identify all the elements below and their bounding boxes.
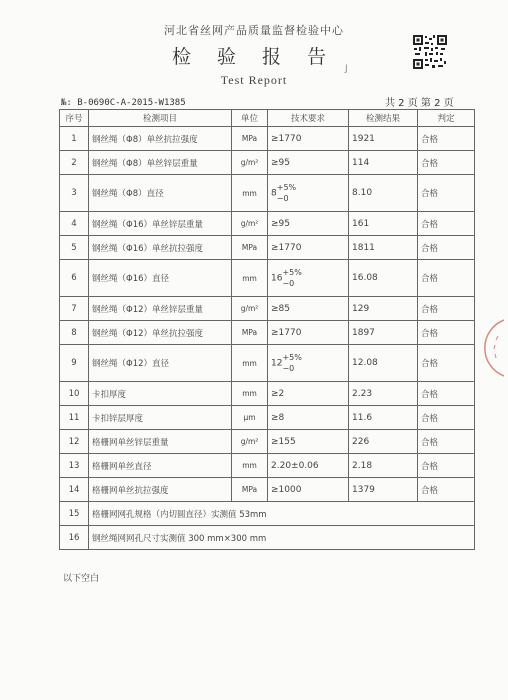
row-item: 钢丝绳（Φ12）直径 — [89, 345, 232, 382]
table-row — [60, 260, 475, 297]
row-item: 钢丝绳（Φ8）单丝锌层重量 — [89, 151, 232, 175]
req-plus: +5% — [282, 268, 302, 277]
row-result: 1921 — [349, 127, 418, 151]
row-requirement — [268, 175, 349, 212]
row-no: 11 — [60, 406, 89, 430]
row-requirement: ≥1770 — [268, 321, 349, 345]
row-verdict: 合格 — [418, 382, 475, 406]
row-item: 格栅网单丝直径 — [89, 454, 232, 478]
row-no: 6 — [60, 260, 89, 297]
row-verdict: 合格 — [418, 236, 475, 260]
req-minus: −0 — [282, 364, 295, 373]
row-requirement: 2.20±0.06 — [268, 454, 349, 478]
row-result: 161 — [349, 212, 418, 236]
table-row — [60, 127, 475, 151]
row-no: 14 — [60, 478, 89, 502]
row-unit: mm — [232, 345, 268, 382]
row-requirement — [268, 345, 349, 382]
row-unit: g/m² — [232, 430, 268, 454]
test-results-table — [59, 109, 475, 550]
row-result: 1379 — [349, 478, 418, 502]
row-requirement: ≥1000 — [268, 478, 349, 502]
row-item: 钢丝绳（Φ8）单丝抗拉强度 — [89, 127, 232, 151]
row-no: 5 — [60, 236, 89, 260]
row-no: 16 — [60, 526, 89, 550]
row-unit: mm — [232, 382, 268, 406]
row-no: 8 — [60, 321, 89, 345]
row-verdict: 合格 — [418, 297, 475, 321]
row-no: 4 — [60, 212, 89, 236]
header-unit: 单位 — [232, 110, 268, 127]
row-requirement: ≥155 — [268, 430, 349, 454]
table-row — [60, 151, 475, 175]
handwritten-mark: J — [345, 64, 348, 74]
qr-code-icon — [412, 34, 448, 70]
row-verdict: 合格 — [418, 260, 475, 297]
row-result: 114 — [349, 151, 418, 175]
table-row — [60, 502, 475, 526]
row-result: 2.23 — [349, 382, 418, 406]
table-row — [60, 478, 475, 502]
row-verdict: 合格 — [418, 345, 475, 382]
row-requirement — [268, 260, 349, 297]
req-minus: −0 — [276, 194, 289, 203]
row-item: 钢丝绳（Φ8）直径 — [89, 175, 232, 212]
row-verdict: 合格 — [418, 454, 475, 478]
row-verdict: 合格 — [418, 212, 475, 236]
table-row — [60, 212, 475, 236]
row-verdict: 合格 — [418, 406, 475, 430]
row-item: 钢丝绳（Φ12）单丝锌层重量 — [89, 297, 232, 321]
table-row — [60, 236, 475, 260]
row-item: 钢丝绳（Φ16）直径 — [89, 260, 232, 297]
row-verdict: 合格 — [418, 478, 475, 502]
row-item: 格栅网单丝锌层重量 — [89, 430, 232, 454]
table-row — [60, 454, 475, 478]
row-item: 钢丝绳（Φ12）单丝抗拉强度 — [89, 321, 232, 345]
row-no: 3 — [60, 175, 89, 212]
table-header-row — [60, 110, 475, 127]
row-result: 16.08 — [349, 260, 418, 297]
req-base: 8 — [271, 188, 277, 199]
row-wide-text: 钢丝绳网网孔尺寸实测值 300 mm×300 mm — [89, 526, 475, 550]
row-result: 1897 — [349, 321, 418, 345]
page-title: 检 验 报 告 — [171, 46, 337, 68]
page-title-en: Test Report — [220, 73, 288, 87]
page-info: 共 2 页 第 2 页 — [385, 98, 454, 109]
row-requirement: ≥1770 — [268, 127, 349, 151]
row-requirement: ≥85 — [268, 297, 349, 321]
row-no: 15 — [60, 502, 89, 526]
row-unit: mm — [232, 260, 268, 297]
row-verdict: 合格 — [418, 151, 475, 175]
row-item: 钢丝绳（Φ16）单丝抗拉强度 — [89, 236, 232, 260]
row-no: 12 — [60, 430, 89, 454]
row-unit: μm — [232, 406, 268, 430]
req-plus: +5% — [276, 183, 297, 192]
row-result: 2.18 — [349, 454, 418, 478]
table-row — [60, 406, 475, 430]
row-unit: mm — [232, 175, 268, 212]
row-verdict: 合格 — [418, 321, 475, 345]
center-name: 河北省丝网产品质量监督检验中心 — [164, 24, 344, 37]
req-plus: +5% — [282, 353, 302, 362]
req-base: 12 — [271, 358, 283, 369]
row-unit: g/m² — [232, 297, 268, 321]
row-no: 13 — [60, 454, 89, 478]
row-item: 卡扣厚度 — [89, 382, 232, 406]
row-unit: MPa — [232, 321, 268, 345]
row-verdict: 合格 — [418, 127, 475, 151]
row-verdict: 合格 — [418, 175, 475, 212]
row-item: 卡扣锌层厚度 — [89, 406, 232, 430]
table-row — [60, 430, 475, 454]
header-verdict: 判定 — [418, 110, 475, 127]
row-unit: MPa — [232, 236, 268, 260]
table-row — [60, 526, 475, 550]
row-unit: mm — [232, 454, 268, 478]
row-item: 钢丝绳（Φ16）单丝锌层重量 — [89, 212, 232, 236]
header-requirement: 技术要求 — [268, 110, 349, 127]
row-result: 8.10 — [349, 175, 418, 212]
row-unit: MPa — [232, 478, 268, 502]
row-result: 1811 — [349, 236, 418, 260]
seal-stamp-icon — [484, 318, 506, 378]
row-requirement: ≥8 — [268, 406, 349, 430]
footer-note: 以下空白 — [63, 574, 100, 584]
table-row — [60, 297, 475, 321]
header-result: 检测结果 — [349, 110, 418, 127]
row-unit: g/m² — [232, 151, 268, 175]
row-unit: g/m² — [232, 212, 268, 236]
row-no: 7 — [60, 297, 89, 321]
table-row — [60, 345, 475, 382]
row-requirement: ≥95 — [268, 151, 349, 175]
row-requirement: ≥95 — [268, 212, 349, 236]
row-result: 12.08 — [349, 345, 418, 382]
row-verdict: 合格 — [418, 430, 475, 454]
row-result: 11.6 — [349, 406, 418, 430]
report-number: №: B-0690C-A-2015-W1385 — [61, 98, 186, 108]
row-result: 226 — [349, 430, 418, 454]
row-no: 9 — [60, 345, 89, 382]
row-requirement: ≥1770 — [268, 236, 349, 260]
row-requirement: ≥2 — [268, 382, 349, 406]
req-base: 16 — [271, 273, 283, 284]
table-row — [60, 382, 475, 406]
row-no: 2 — [60, 151, 89, 175]
row-unit: MPa — [232, 127, 268, 151]
row-result: 129 — [349, 297, 418, 321]
header-item: 检测项目 — [89, 110, 232, 127]
table-row — [60, 175, 475, 212]
row-item: 格栅网单丝抗拉强度 — [89, 478, 232, 502]
row-no: 1 — [60, 127, 89, 151]
req-minus: −0 — [282, 279, 295, 288]
row-no: 10 — [60, 382, 89, 406]
row-wide-text: 格栅网网孔规格（内切圆直径）实测值 53mm — [89, 502, 475, 526]
table-row — [60, 321, 475, 345]
header-no: 序号 — [60, 110, 89, 127]
